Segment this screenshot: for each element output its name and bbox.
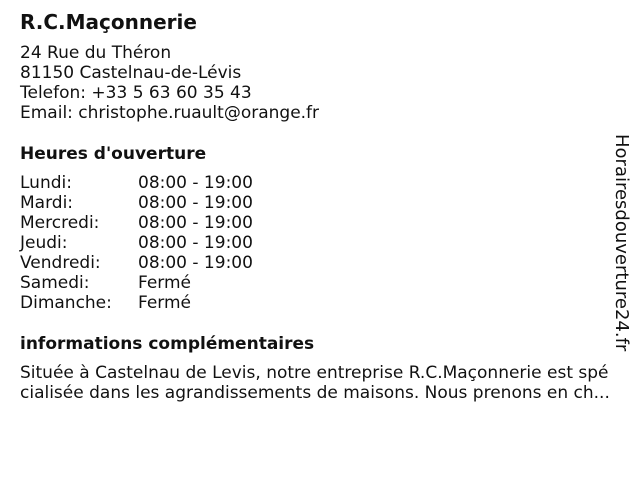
day-label: Vendredi: xyxy=(20,253,101,273)
day-time: 08:00 - 19:00 xyxy=(138,213,253,233)
day-label: Jeudi: xyxy=(20,233,68,253)
day-time: Fermé xyxy=(138,273,192,293)
day-label: Mardi: xyxy=(20,193,74,213)
hours-row-monday xyxy=(20,173,253,193)
contact-block xyxy=(20,43,319,123)
hours-row-saturday xyxy=(20,273,253,293)
day-label: Lundi: xyxy=(20,173,72,193)
hours-row-tuesday xyxy=(20,193,253,213)
day-time: 08:00 - 19:00 xyxy=(138,253,253,273)
day-time: Fermé xyxy=(138,293,192,313)
site-watermark: Horairesdouverture24.fr xyxy=(611,134,632,352)
day-time: 08:00 - 19:00 xyxy=(138,193,253,213)
city-address: 81150 Castelnau-de-Lévis xyxy=(20,63,242,83)
email-address: Email: christophe.ruault@orange.fr xyxy=(20,103,320,123)
hours-table xyxy=(20,173,253,313)
day-label: Dimanche: xyxy=(20,293,112,313)
street-address: 24 Rue du Théron xyxy=(20,43,172,63)
day-label: Mercredi: xyxy=(20,213,100,233)
day-time: 08:00 - 19:00 xyxy=(138,173,253,193)
info-heading: informations complémentaires xyxy=(20,334,315,354)
day-label: Samedi: xyxy=(20,273,90,293)
hours-row-sunday xyxy=(20,293,253,313)
hours-row-friday xyxy=(20,253,253,273)
day-time: 08:00 - 19:00 xyxy=(138,233,253,253)
description-line: cialisée dans les agrandissements de maisons. Nous prenons en ch... xyxy=(20,383,610,403)
hours-heading: Heures d'ouverture xyxy=(20,144,207,164)
business-description xyxy=(20,363,626,403)
business-name: R.C.Maçonnerie xyxy=(20,10,197,34)
description-line: Située à Castelnau de Levis, notre entreprise R.C.Maçonnerie est spé xyxy=(20,363,609,383)
phone-number: Telefon: +33 5 63 60 35 43 xyxy=(20,83,252,103)
hours-row-thursday xyxy=(20,233,253,253)
hours-row-wednesday xyxy=(20,213,253,233)
